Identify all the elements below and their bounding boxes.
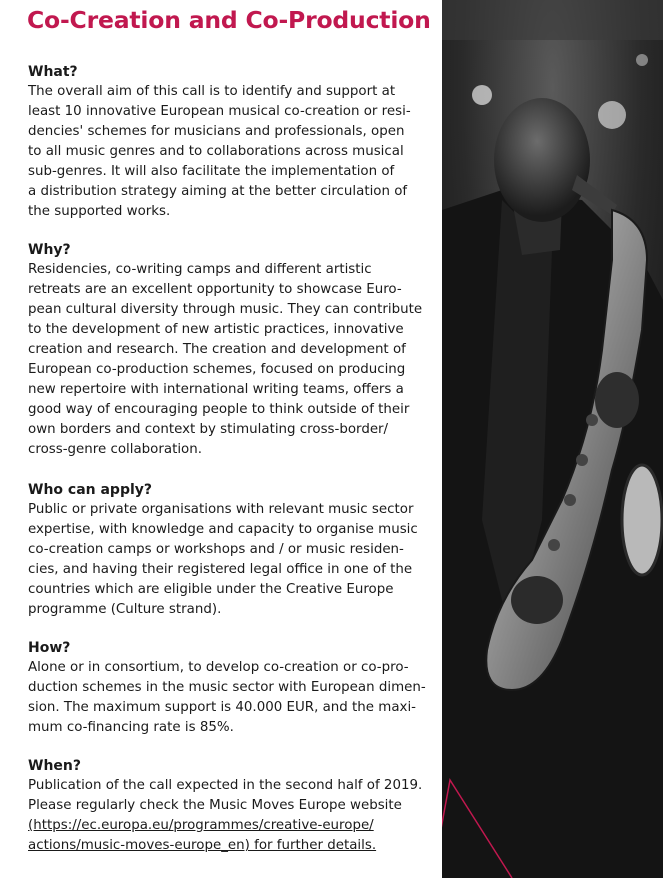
body-line: cies, and having their registered legal office in one of the <box>28 562 413 577</box>
body-line: cross-genre collaboration. <box>28 442 202 457</box>
body-line: co-creation camps or workshops and / or music residen- <box>28 542 404 557</box>
body-line: pean cultural diversity through music. They can contribute <box>28 302 423 317</box>
body-line: new repertoire with international writing teams, offers a <box>28 382 404 397</box>
website-link-line[interactable]: (https://ec.europa.eu/programmes/creative-europe/ <box>28 818 374 833</box>
body-line: to all music genres and to collaborations across musical <box>28 144 404 159</box>
body-line: Please regularly check the Music Moves Europe website <box>28 798 402 813</box>
section-how <box>28 638 428 738</box>
section-heading: When? <box>28 758 81 774</box>
body-line: Alone or in consortium, to develop co-creation or co-pro- <box>28 660 409 675</box>
section-when <box>28 756 428 856</box>
body-line: creation and research. The creation and development of <box>28 342 406 357</box>
body-line: mum co-financing rate is 85%. <box>28 720 234 735</box>
body-line: Public or private organisations with relevant music sector <box>28 502 414 517</box>
body-line: dencies' schemes for musicians and professionals, open <box>28 124 405 139</box>
body-line: the supported works. <box>28 204 171 219</box>
body-line: a distribution strategy aiming at the better circulation of <box>28 184 408 199</box>
body-line: to the development of new artistic practices, innovative <box>28 322 404 337</box>
body-line: countries which are eligible under the Creative Europe <box>28 582 394 597</box>
body-line: own borders and context by stimulating cross-border/ <box>28 422 389 437</box>
body-line: European co-production schemes, focused on producing <box>28 362 406 377</box>
page-title: Co-Creation and Co-Production <box>27 6 431 34</box>
body-line: retreats are an excellent opportunity to showcase Euro- <box>28 282 402 297</box>
section-why <box>28 240 428 460</box>
website-link-line[interactable]: actions/music-moves-europe_en) for further details. <box>28 838 377 853</box>
body-line: sion. The maximum support is 40.000 EUR, and the maxi- <box>28 700 416 715</box>
saxophonist-photo <box>442 0 663 878</box>
body-line: good way of encouraging people to think outside of their <box>28 402 410 417</box>
body-line: programme (Culture strand). <box>28 602 222 617</box>
body-line: sub-genres. It will also facilitate the implementation of <box>28 164 395 179</box>
section-heading: What? <box>28 64 78 80</box>
section-heading: Who can apply? <box>28 482 153 498</box>
body-line: The overall aim of this call is to identify and support at <box>28 84 396 99</box>
body-line: Publication of the call expected in the second half of 2019. <box>28 778 423 793</box>
section-what <box>28 62 428 222</box>
body-line: least 10 innovative European musical co-creation or resi- <box>28 104 411 119</box>
body-line: expertise, with knowledge and capacity to organise music <box>28 522 418 537</box>
section-heading: Why? <box>28 242 71 258</box>
section-heading: How? <box>28 640 71 656</box>
body-line: duction schemes in the music sector with European dimen- <box>28 680 426 695</box>
section-who-can-apply <box>28 480 428 620</box>
body-line: Residencies, co-writing camps and different artistic <box>28 262 372 277</box>
